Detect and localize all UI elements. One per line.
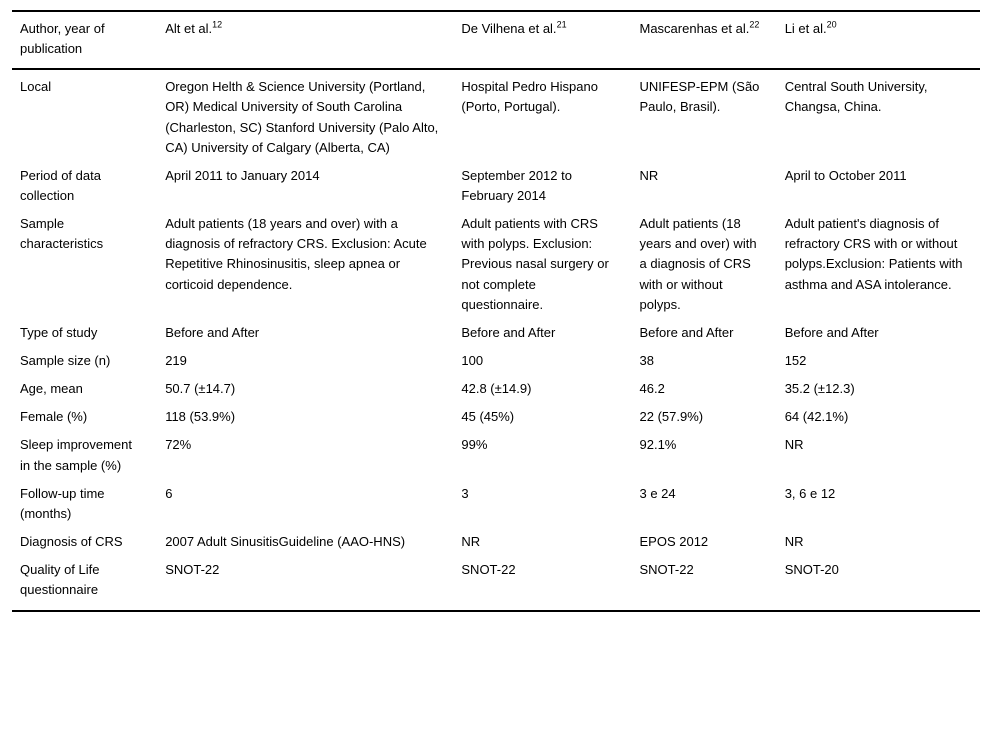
table-cell: April 2011 to January 2014 <box>165 167 320 183</box>
table-cell: 64 (42.1%) <box>784 409 849 425</box>
table-cell: NR <box>461 533 481 549</box>
table-cell: Adult patients (18 years and over) with a diagnosis of CRS with or without polyps. <box>639 216 757 312</box>
table-row <box>12 347 980 375</box>
table-cell: 118 (53.9%) <box>165 409 236 425</box>
table-cell: April to October 2011 <box>784 167 907 183</box>
table-cell: Before and After <box>639 324 734 340</box>
table-cell: Adult patient's diagnosis of refractory CRS with or without polyps.Exclusion: Patients with asthma and ASA intolerance. <box>784 216 963 292</box>
table-cell: Oregon Helth & Science University (Portland, OR) Medical University of South Carolina (Charleston, SC) Stanford University (Palo Alto, CA) University of Calgary (Alberta, CA) <box>165 79 439 155</box>
column-header-study <box>632 11 777 69</box>
table-cell: 35.2 (±12.3) <box>784 381 855 397</box>
study-name: Alt et al. <box>165 21 213 36</box>
table-row <box>12 528 980 556</box>
row-label: Sample size (n) <box>20 352 111 368</box>
table-cell: 100 <box>461 352 484 368</box>
study-name: Mascarenhas et al. <box>639 21 750 36</box>
table-cell: Adult patients (18 years and over) with a diagnosis of refractory CRS. Exclusion: Acute Repetitive Rhinosinusitis, sleep apnea or corticoid dependence. <box>165 216 427 292</box>
table-row <box>12 556 980 611</box>
table-cell: September 2012 to February 2014 <box>461 167 572 203</box>
row-label: Follow-up time (months) <box>20 485 105 521</box>
table-cell: 50.7 (±14.7) <box>165 381 236 397</box>
table-cell: 152 <box>784 352 807 368</box>
table-cell: Before and After <box>165 324 260 340</box>
table-cell: 6 <box>165 485 173 501</box>
row-label: Female (%) <box>20 409 88 425</box>
row-label: Age, mean <box>20 381 83 397</box>
row-label: Quality of Life questionnaire <box>20 562 100 598</box>
table-row <box>12 375 980 403</box>
table-row <box>12 480 980 528</box>
table-cell: Central South University, Changsa, China. <box>784 79 928 115</box>
row-label: Type of study <box>20 324 98 340</box>
table-row <box>12 210 980 319</box>
column-header-study <box>777 11 980 69</box>
table-cell: NR <box>784 533 804 549</box>
table-cell: 45 (45%) <box>461 409 515 425</box>
citation-superscript: 21 <box>556 19 567 30</box>
citation-superscript: 12 <box>212 19 223 30</box>
column-header-study <box>453 11 631 69</box>
table-cell: 72% <box>165 437 192 453</box>
table-cell: SNOT-22 <box>461 562 516 578</box>
study-comparison-table <box>12 10 980 612</box>
table-cell: SNOT-20 <box>784 562 839 578</box>
column-header-study <box>157 11 453 69</box>
table-cell: SNOT-22 <box>165 562 220 578</box>
table-cell: NR <box>784 437 804 453</box>
citation-superscript: 22 <box>749 19 760 30</box>
table-cell: 38 <box>639 352 654 368</box>
table-cell: Before and After <box>784 324 879 340</box>
row-label: Period of data collection <box>20 167 101 203</box>
table-cell: 42.8 (±14.9) <box>461 381 532 397</box>
row-label: Sleep improvement in the sample (%) <box>20 437 132 473</box>
table-cell: 3 e 24 <box>639 485 676 501</box>
table-cell: 92.1% <box>639 437 677 453</box>
table-row <box>12 69 980 162</box>
row-label: Diagnosis of CRS <box>20 533 123 549</box>
row-label: Sample characteristics <box>20 216 104 252</box>
table-row <box>12 319 980 347</box>
table-row <box>12 162 980 210</box>
citation-superscript: 20 <box>826 19 837 30</box>
table-cell: UNIFESP-EPM (São Paulo, Brasil). <box>639 79 760 115</box>
table-cell: 46.2 <box>639 381 665 397</box>
table-header-row <box>12 11 980 69</box>
table-cell: 99% <box>461 437 488 453</box>
table-cell: Hospital Pedro Hispano (Porto, Portugal). <box>461 79 598 115</box>
table-cell: 22 (57.9%) <box>639 409 704 425</box>
column-header-author: Author, year of publication <box>12 11 157 69</box>
study-name: De Vilhena et al. <box>461 21 557 36</box>
table-cell: SNOT-22 <box>639 562 694 578</box>
study-name: Li et al. <box>784 21 827 36</box>
table-cell: Before and After <box>461 324 556 340</box>
table-cell: EPOS 2012 <box>639 533 709 549</box>
row-label: Local <box>20 79 52 95</box>
table-cell: 3 <box>461 485 469 501</box>
table-cell: NR <box>639 167 659 183</box>
table-cell: 2007 Adult SinusitisGuideline (AAO-HNS) <box>165 533 406 549</box>
table-cell: 219 <box>165 352 187 368</box>
table-row <box>12 431 980 479</box>
table-cell: Adult patients with CRS with polyps. Exclusion: Previous nasal surgery or not complete questionnaire. <box>461 216 609 312</box>
table-row <box>12 403 980 431</box>
table-cell: 3, 6 e 12 <box>784 485 836 501</box>
